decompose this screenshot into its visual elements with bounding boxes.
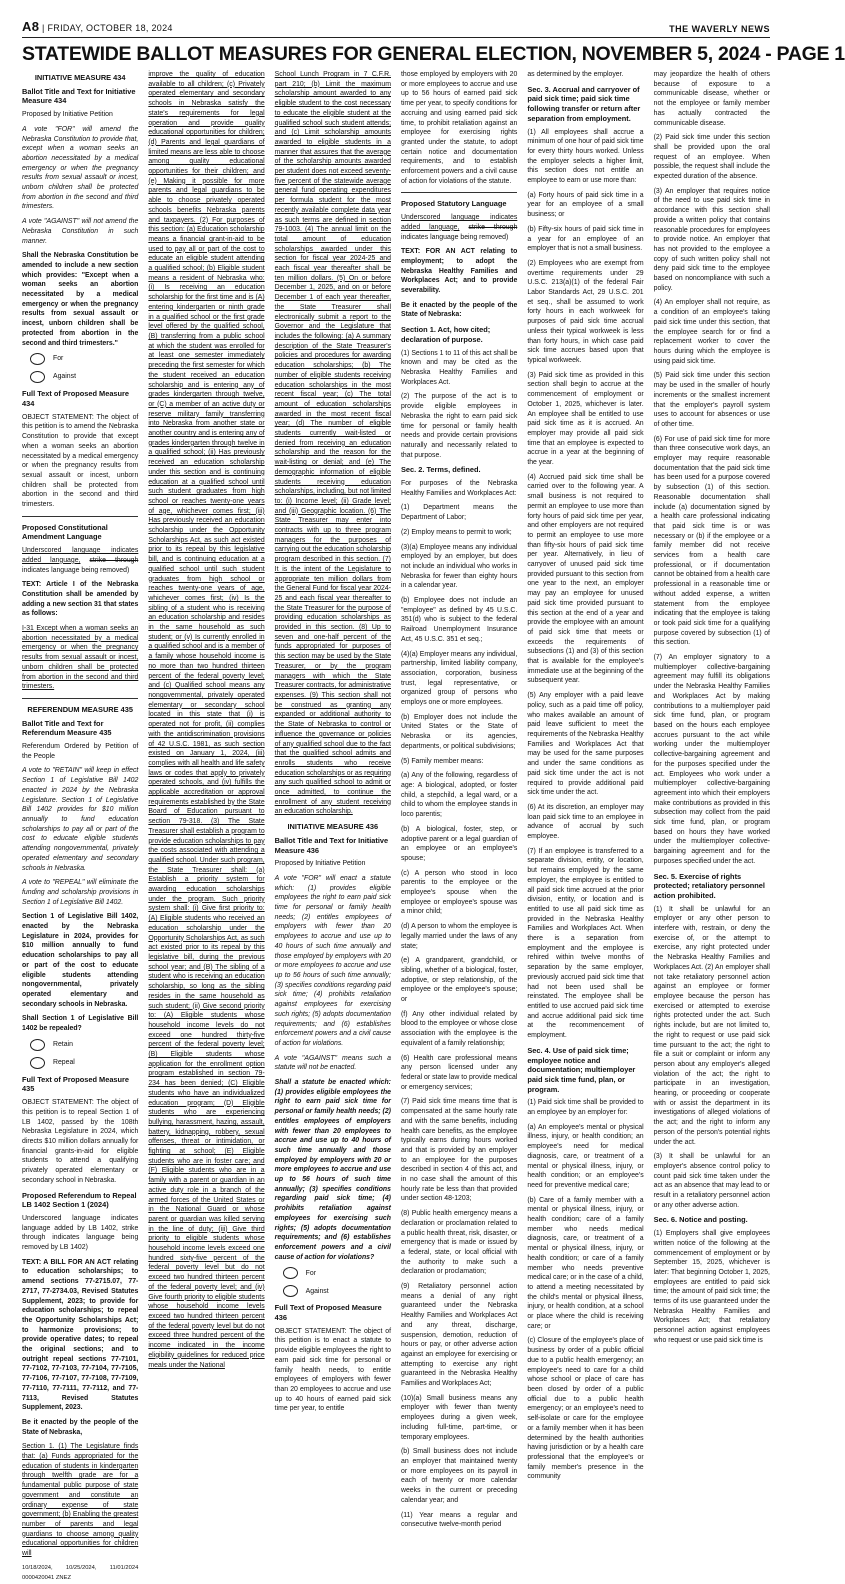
section-3-p7: (7) If an employee is transferred to a separate division, entity, or location, but remains employed by the same employer, the employee is entitled to all paid sick time accrued at the prior division, entity, or location and is entitled to use all paid sick time as provided in the Nebraska Healthy Families and Workplaces Act. When there is a separation from employment and the employee is rehired within twelve months of separation by the same employer, previously accrued paid sick time that had not been used shall be reinstated. The employee shall be entitled to use accrued paid sick time and accrue additional paid sick time at the recommencement of employment. (527, 847, 644, 1040)
section-5-p1: (1) It shall be unlawful for an employer or any other person to interfere with, restrain, or deny the exercise of, or the attempt to exercise, any right protected under the Nebraska Healthy Families and Workplaces Act. (2) An employer shall not take retaliatory personnel action against an employee or former employee because the person has exercised or attempted to exercise rights protected under the act. Such rights include, but are not limited to, the right to request or use paid sick time pursuant to the act; the right to file a suit or complaint or inform any person about any employer's alleged violation of the act; the right to participate in an investigation, hearing, or proceeding or cooperate with or assist the department in its investigations of alleged violations of the act; and the right to inform any person of the person's potential rights under the act. (653, 905, 770, 1146)
measure-434-ballot-title: Ballot Title and Text for Initiative Measure 434 (22, 86, 136, 106)
divider (401, 192, 517, 193)
measure-436-question: Shall a statute be enacted which: (1) provides eligible employees the right to earn paid sick time for personal or family health needs; (2) entitles employees of employers with fewer than 20 employees to accrue and use up to 40 hours of such time annually and those employed by employers with 20 or more employees to accrue and use up to 56 hours of such time annually; (3) specifies conditions regarding paid sick time; (4) prohibits retaliation against employees for exercising such rights; (5) adopts documentation requirements; and (6) establishes enforcement powers and a civil cause of action for violations? (274, 1079, 391, 1261)
enacting-clause: Be it enacted by the people of the State of Nebraska, (22, 1418, 139, 1436)
definition-health-care-professional: (6) Health care professional means any person licensed under any federal or state law to provide medical or emergency services; (400, 1054, 518, 1091)
section-6-heading: Sec. 6. Notice and posting. (653, 1215, 748, 1225)
measure-434-heading: INITIATIVE MEASURE 434 (34, 73, 126, 82)
measure-434-proposer: Proposed by Initiative Petition (22, 111, 113, 119)
measure-436-option-for[interactable] (283, 1267, 391, 1279)
section-4-p1: (1) Paid sick time shall be provided to an employee by an employer for: (527, 1099, 644, 1117)
measure-435-summary: Section 1 of Legislative Bill 1402, enacted by the Nebraska Legislature in 2024, provides for $10 million annually to fund education scholarships to pay all or part of the cost to educate eligible students attending nongovernmental, privately operated elementary and secondary schools in Nebraska. (22, 913, 139, 1008)
column-2 (148, 70, 264, 1560)
measure-436-full-text-heading: Full Text of Proposed Measure 436 (274, 1303, 382, 1323)
measure-436-option-against[interactable] (283, 1285, 391, 1297)
section-3-p6: (6) At its discretion, an employer may loan paid sick time to an employee in advance of accrual by such employee. (527, 803, 644, 841)
section-4-p1b: (b) Care of a family member with a mental or physical illness, injury, or health condition; care of a family member who needs medical diagnosis, care, or treatment of a mental or physical illness, injury, or health condition; or care of a family member who needs preventive medical care; or in the case of a child, to attend a meeting necessitated by the child's mental or physical illness, injury, or health condition, at a school or place where the child is receiving care; or (527, 1196, 644, 1330)
measure-436-ballot-title: Ballot Title and Text for Initiative Measure 436 (274, 835, 389, 855)
masthead (22, 14, 770, 38)
family-member-a: (a) Any of the following, regardless of age: A biological, adopted, or foster child, a stepchild, a legal ward, or a child to whom the employee stands in loco parentis; (400, 772, 518, 819)
lb1402-section-1-continued: improve the quality of education available to all children; (c) Privately operated elementary and secondary schools in Nebraska satisfy the state's requirements for legal operation and provide quality educational opportunities for children; (d) Parents and legal guardians of limited means are less able to choose among quality educational opportunities for their children; and (e) Making it possible for more parents and legal guardians to be able to choose privately operated schools benefits Nebraska parents and taxpayers. (2) For purposes of this section: (a) Education scholarship means a financial grant-in-aid to be used to pay all or part of the cost to educate an eligible student attending a qualified school; (b) Eligible student means a resident of Nebraska who: (i) Is receiving an education scholarship for the first time and is (A) entering kindergarten or ninth grade in a qualified school or the first grade level offered by the qualified school, (B) transferring from a public school at which the student was enrolled for at least one semester immediately preceding the first semester for which the student received an education scholarship and is entering any of grades kindergarten through twelve, or (C) a member of an active duty or reserve military family transferring into Nebraska from another state or another country and is entering any of grades kindergarten through twelve in a qualified school; (ii) Has previously received an education scholarship under this section and is continuing education at a qualified school until such student graduates from high school or reaches twenty-one years of age, whichever comes first; (iii) Has previously received an education scholarship under the Opportunity Scholarships Act, as such act existed prior to its repeal by this legislative bill, and is continuing education at a qualified school until such student graduates from high school or reaches twenty-one years of age, whichever comes first; (iv) Is the sibling of a student who is receiving an education scholarship and resides in the same household as such student; or (v) Is currently enrolled in a qualified school and is a member of a family whose household income is no more than two hundred thirteen percent of the federal poverty level; and (c) Qualified school means any nongovernmental, privately operated elementary or secondary school located in this state that (i) is operated not for profit, (ii) complies with the antidiscrimination provisions of 42 U.S.C. 1981, as such section existed on January 1, 2024, (iii) complies with all health and life safety laws or codes that apply to privately operated schools, and (iv) fulfills the applicable accreditation or approval requirements established by the State Board of Education pursuant to section 79-318. (3) The State Treasurer shall establish a program to provide education scholarships to pay the costs associated with attending a qualified school. Under such program, the State Treasurer shall: (a) Establish a priority system for awarding education scholarships under the program. Such priority system shall: (i) Give first priority to: (A) Eligible students who received an education scholarship under the Opportunity Scholarships Act, as such act existed prior to its repeal by this legislative bill, during the previous school year; and (B) The sibling of a student who is receiving an education scholarship, so long as the sibling resides in the same household as such student; (ii) Give second priority to: (A) Eligible students whose household income levels do not exceed one hundred thirty-five percent of the federal poverty level; (B) Eligible students whose application for the enrollment option program established in section 79-234 has been denied; (C) Eligible students who have an individualized education program; (D) Eligible students who are experiencing bullying, harassment, hazing, assault, battery, kidnapping, robbery, sexual offenses, threat or intimidation, or fighting at school; (E) Eligible students who are in foster care; and (F) Eligible students who are in a family with a parent or guardian in an active duty role in a branch of the armed forces of the United States or in the National Guard or whose parent or guardian was killed serving in the line of duty; (iii) Give third priority to eligible students whose household income levels exceed one hundred sixty-five percent of the federal poverty level but do not exceed two hundred thirteen percent of the federal poverty level; and (iv) Give fourth priority to eligible students whose household income levels exceed two hundred thirteen percent of the federal poverty level but do not exceed three hundred percent of the income indicated in the income eligibility guidelines for reduced price meals under the National (148, 71, 265, 1369)
columns (22, 70, 770, 1581)
definition-employer-b: (b) Employer does not include the United States or the State of Nebraska or its agencies, departments, or political subdivisions; (400, 713, 518, 750)
column-4 (401, 70, 517, 1560)
column-3 (275, 70, 391, 1560)
masthead-left (22, 19, 173, 34)
measure-434-object-statement: OBJECT STATEMENT: The object of this petition is to amend the Nebraska Constitution to provide that except when a woman seeks an abortion necessitated by a medical emergency or when the pregnancy results from sexual assault or incest, unborn children shall be protected from abortion in the second and third trimesters. (22, 413, 139, 509)
measure-435-object-statement: OBJECT STATEMENT: The object of this petition is to repeal Section 1 of LB 1402, passed by the 108th Nebraska Legislature in 2024, which directs $10 million dollars annually for financial grants-in-aid for eligible students to attend a qualifying privately operated elementary or secondary school in Nebraska. (22, 1099, 139, 1184)
measure-435-full-text-heading: Full Text of Proposed Measure 435 (22, 1074, 130, 1094)
measure-435-option-repeal[interactable] (30, 1057, 138, 1069)
measure-435-proposer: Referendum Ordered by Petition of the People (22, 743, 139, 760)
measure-435-heading: REFERENDUM MEASURE 435 (27, 704, 133, 714)
enacting-clause: Be it enacted by the people of the State of Nebraska: (400, 301, 518, 319)
lb1402-section-1-end: School Lunch Program in 7 C.F.R. part 210; (b) Limit the maximum scholarship amount awarded to any eligible student to the cost necessary to educate the eligible student at the qualified school such student attends; and (c) Limit scholarship amounts awarded to eligible students in a manner that assures that the average of the scholarship amounts awarded per student does not exceed seventy-five percent of the statewide average general fund operating expenditures per formula student for the most recently available complete data year as such terms are defined in section 79-1003. (4) The annual limit on the total amount of education scholarships awarded under this section for fiscal year 2024-25 and each fiscal year thereafter shall be ten million dollars. (5) On or before December 1, 2025, and on or before December 1 of each year thereafter, the State Treasurer shall electronically submit a report to the Governor and the Legislature that includes the following: (a) A summary description of the State Treasurer's policies and procedures for awarding education scholarships; (b) The number of eligible students receiving education scholarships in the most recent fiscal year; (c) The total amount of education scholarships awarded in the most recent fiscal year; (d) The number of eligible students currently wait-listed or denied from receiving an education scholarship and the reason for the wait-listing or denial; and (e) The demographic information of eligible students receiving education scholarships, including, but not limited to: (i) Income level; (ii) Grade level; and (iii) Geographic location. (6) The State Treasurer may enter into contracts with up to three program managers for the purposes of carrying out the education scholarship program described in this section. (7) It is the intent of the Legislature to appropriate ten million dollars from the General Fund for fiscal year 2024-25 and each fiscal year thereafter to the State Treasurer for the purpose of providing education scholarships as provided in this section. (8) Up to seven and one-half percent of the funds appropriated for purposes of this section may be used by the State Treasurer, or by the program managers with which the State Treasurer contracts, for administrative expenses. (9) This section shall not be construed as granting any expanded or additional authority to the State of Nebraska to control or influence the governance or policies of any qualified school due to the fact that the qualified school admits and enrolls students who receive education scholarships or as requiring any such qualified school to admit or once admitted, to continue the enrollment of any student receiving an education scholarship. (274, 71, 391, 816)
column-1 (22, 70, 139, 1581)
act-text: TEXT: FOR AN ACT relating to employment; to adopt the Nebraska Healthy Families and Workplaces Act; and to provide severability. (400, 248, 518, 295)
page-number: A8 (22, 19, 40, 34)
definition-year-end: as determined by the employer. (527, 71, 624, 78)
object-statement-continued: those employed by employers with 20 or more employees to accrue and use up to 56 hours of earned paid sick time per year, to specify conditions for accruing and using earned paid sick time, to prohibit retaliation against an employee for exercising rights granted under the statute, to adopt certain notice and documentation requirements, and to establish enforcement powers and a civil cause of action for violations of the statute. (400, 71, 518, 185)
family-member-e: (e) A grandparent, grandchild, or sibling, whether of a biological, foster, adoptive, or step relationship, of the employee or the employee's spouse; or (400, 957, 518, 1004)
option-label: Retain (53, 1040, 73, 1048)
section-4-p1a: (a) An employee's mental or physical illness, injury, or health condition; an employee's need for medical diagnosis, care, or treatment of a mental or physical illness, injury, or health condition; or an employee's need for preventive medical care; (527, 1123, 644, 1189)
statutory-language-heading: Proposed Statutory Language (400, 199, 507, 209)
measure-435-vote-retain: A vote to "RETAIN" will keep in effect Section 1 of Legislative Bill 1402 enacted in 2024 by the Nebraska Legislature. Section 1 of Legislative Bill 1402 provides for $10 million annually to fund education scholarships to pay all or part of the cost to educate eligible students attending nongovernmental, privately operated elementary and secondary schools in Nebraska. (22, 767, 139, 872)
option-label: For (305, 1269, 316, 1277)
family-member-b: (b) A biological, foster, step, or adoptive parent or a legal guardian of an employee or an employee's spouse; (400, 825, 518, 862)
measure-435-option-retain[interactable] (30, 1039, 138, 1051)
statutory-legend: Underscored language indicates added language, strike through indicates language being removed) (400, 214, 518, 241)
definition-public-health-emergency: (8) Public health emergency means a declaration or proclamation related to a public health threat, risk, disaster, or emergency that is made or issued by a federal, state, or local official with the authority to make such a declaration or proclamation; (400, 1210, 518, 1276)
measure-434-option-against[interactable] (30, 371, 138, 383)
section-4-p7: (7) An employer signatory to a multiemployer collective-bargaining agreement may fulfill its obligations under the Nebraska Healthy Families and Workplaces Act by making contributions to a multiemployer paid sick time fund, plan, or program based on the hours each employee accrues pursuant to the act while working under the multiemployer collective-bargaining agreement and for the purposes specified under the act. Employees who work under a multiemployer collective-bargaining agreement into which their employers make contributions as provided in this subsection may collect from the paid sick time fund, plan, or program based on hours they have worked under the multiemployer collective-bargaining agreement and for the purposes specified under the act. (653, 654, 770, 865)
ballot-oval-icon[interactable] (30, 371, 45, 383)
option-label: For (53, 355, 64, 363)
definition-employer: (4)(a) Employer means any individual, partnership, limited liability company, association, corporation, business trust, legal representative, or organized group of persons who employs one or more employees. (400, 650, 518, 707)
section-4-p5: (5) Paid sick time under this section may be used in the smaller of hourly increments or the smallest increment that the employer's payroll system uses to account for absences or use of other time. (653, 372, 770, 428)
measure-434-option-for[interactable] (30, 353, 138, 365)
column-6 (654, 70, 770, 1560)
definition-employee: (3)(a) Employee means any individual employed by an employer, but does not include an individual who works in Nebraska for fewer than eighty hours in a calendar year. (400, 543, 518, 590)
family-member-c: (c) A person who stood in loco parentis to the employee or the employee's spouse when the employee or employee's spouse was a minor child; (400, 869, 518, 916)
family-member-d: (d) A person to whom the employee is legally married under the laws of any state; (400, 923, 518, 950)
measure-436-vote-for: A vote "FOR" will enact a statute which: (1) provides eligible employees the right to earn paid sick time for personal or family health needs; (2) entitles employees of employers with fewer than 20 employees to accrue and use up to 40 hours of such time annually and those employed by employers with 20 or more employees to accrue and use up to 56 hours of such time annually; (3) specifies conditions regarding paid sick time; (4) prohibits retaliation against employees for exercising such rights; (5) adopts documentation requirements; and (6) establishes enforcement powers and a civil cause of action for violations. (274, 874, 391, 1047)
section-3-p5: (5) Any employer with a paid leave policy, such as a paid time off policy, who makes available an amount of paid leave sufficient to meet the requirements of the Nebraska Healthy Families and Workplaces Act that may be used for the same purposes and under the same conditions as paid sick time under the act is not required to provide additional paid sick time under the act. (527, 692, 644, 797)
option-label: Against (305, 1287, 329, 1295)
divider (22, 698, 138, 699)
measure-435-question: Shall Section 1 of Legislative Bill 1402 be repealed? (22, 1015, 139, 1033)
measure-436-heading: INITIATIVE MEASURE 436 (287, 822, 379, 832)
referendum-legend: Underscored language indicates language added by LB 1402, strike through indicates language being removed by LB 1402) (22, 1214, 139, 1252)
page-title: STATEWIDE BALLOT MEASURES FOR GENERAL ELECTION, NOVEMBER 5, 2024 - PAGE 1 (22, 43, 845, 65)
definition-paid-sick-time: (7) Paid sick time means time that is compensated at the same hourly rate and with the same benefits, including health care benefits, as the employee typically earns during hours worked and that is provided by an employer to an employee for the purposes described in section 4 of this act, and in no case shall the amount of this hourly rate be less than that provided under section 48-1203; (400, 1098, 518, 1203)
measure-434-vote-for: A vote "FOR" will amend the Nebraska Constitution to provide that, except when a woman seeks an abortion necessitated by a medical emergency or when the pregnancy results from sexual assault or incest, unborn children shall be protected from abortion in the second and third trimesters. (22, 125, 139, 211)
section-4-p1c: (c) Closure of the employee's place of business by order of a public official due to a public health emergency; an employee's need to care for a child whose school or place of care has been closed by order of a public official due to a public health emergency; or an employee's need to self-isolate or care for the employee or a family member when it has been determined by the health authorities having jurisdiction or by a health care professional that the employee's or family member's presence in the community (527, 1337, 644, 1481)
option-label: Repeal (53, 1058, 75, 1066)
ballot-oval-icon[interactable] (283, 1285, 298, 1297)
section-6-p1: (1) Employers shall give employees written notice of the following at the commencement of employment or by September 15, 2025, whichever is later: That beginning October 1, 2025, employees are entitled to paid sick time; the amount of paid sick time; the terms of its use guaranteed under the Nebraska Healthy Families and Workplaces Act; that retaliatory personnel action against employees who request or use paid sick time is (653, 1230, 770, 1344)
section-4-p2: (2) Paid sick time under this section shall be provided upon the oral request of an employee. When possible, the request shall include the expected duration of the absence. (653, 134, 770, 181)
section-1-p1: (1) Sections 1 to 11 of this act shall be known and may be cited as the Nebraska Healthy Families and Workplaces Act. (400, 349, 518, 386)
amendment-language-heading: Proposed Constitutional Amendment Language (22, 522, 108, 542)
section-3-p2: (2) Employees who are exempt from overtime requirements under 29 U.S.C. 213(a)(1) of the federal Fair Labor Standards Act, 29 U.S.C. 201 et seq., shall be assumed to work forty hours in each workweek for purposes of paid sick time accrual unless their typical workweek is less than forty hours, in which case paid sick time accrues based upon that typical workweek. (527, 259, 644, 364)
section-3-p4: (4) Accrued paid sick time shall be carried over to the following year. A small business is not required to permit an employee to use more than forty hours of paid sick time per year, and other employers are not required to permit an employee to use more than fifty-six hours of paid sick time per year. Alternatively, in lieu of carryover of unused paid sick time provided pursuant to this section from one year to the next, an employer may pay an employee for unused paid sick time provided pursuant to this section at the end of a year and provide the employee with an amount of paid sick time that meets or exceeds the requirements of subsections (1) and (3) of this section that is available for the employee's immediate use at the beginning of the subsequent year. (527, 473, 644, 685)
definition-small-business-b: (b) Small business does not include an employer that maintained twenty or more employees on its payroll in each of twenty or more calendar weeks in the current or preceding calendar year; and (400, 1448, 518, 1504)
measure-435-vote-repeal: A vote to "REPEAL" will eliminate the funding and scholarship provisions in Section 1 of Legislative Bill 1402. (22, 879, 139, 906)
definition-employee-b: (b) Employee does not include an "employee" as defined by 45 U.S.C. 351(d) who is subject to the federal Railroad Unemployment Insurance Act, 45 U.S.C. 351 et seq.; (400, 597, 518, 643)
definition-employ: (2) Employ means to permit to work; (400, 528, 512, 536)
section-5-p3: (3) It shall be unlawful for an employer's absence control policy to count paid sick time taken under the act as an absence that may lead to or result in a retaliatory personnel action or any other adverse action. (653, 1153, 770, 1209)
section-3-heading: Sec. 3. Accrual and carryover of paid sick time; paid sick time following transfer or return after separation from employment. (527, 84, 641, 123)
ballot-oval-icon[interactable] (30, 353, 45, 365)
column-5 (527, 70, 643, 1560)
run-dates: 10/18/2024, 10/25/2024, 11/01/2024 0000420041 ZNEZ (22, 1564, 139, 1581)
section-3-p1b: (b) Fifty-six hours of paid sick time in a year for an employee of an employer that is not a small business. (527, 225, 644, 253)
measure-434-question: Shall the Nebraska Constitution be amended to include a new section which provides: "Except when a woman seeks an abortion necessitated by a medical emergency or when the pregnancy results from sexual assault or incest, unborn children shall be protected from abortion in the second and third trimesters." (22, 252, 139, 347)
issue-date: | FRIDAY, OCTOBER 18, 2024 (42, 23, 173, 33)
section-3-p1a: (a) Forty hours of paid sick time in a year for an employee of a small business; or (527, 191, 644, 219)
amendment-text-intro: TEXT: Article I of the Nebraska Constitution shall be amended by adding a new section 31 that states as follows: (22, 581, 139, 618)
definition-small-business: (10)(a) Small business means any employer with fewer than twenty employees during a given week, including full-time, part-time, or temporary employees. (400, 1394, 518, 1441)
measure-436-vote-against: A vote "AGAINST" means such a statute will not be enacted. (274, 1054, 391, 1072)
lb1402-act-text: TEXT: A BILL FOR AN ACT relating to education scholarships; to amend sections 77-2715.07, 77-2717, 77-2734.03, Revised Statutes Supplement, 2023; to provide for education scholarships; to repeal the Opportunity Scholarships Act; to harmonize provisions; to provide operative dates; to repeal the original sections; and to outright repeal sections 77-7101, 77-7102, 77-7103, 77-7104, 77-7105, 77-7106, 77-7107, 77-7108, 77-7109, 77-7110, 77-7111, 77-7112, and 77-7113, Revised Statutes Supplement, 2023. (22, 1258, 139, 1412)
ballot-oval-icon[interactable] (30, 1039, 45, 1051)
ballot-oval-icon[interactable] (30, 1057, 45, 1069)
section-1-p2: (2) The purpose of the act is to provide eligible employees in Nebraska the right to earn paid sick time for personal or family health needs and provide certain provisions naturally and necessarily related to that purpose. (400, 393, 518, 459)
paper-name: THE WAVERLY NEWS (669, 24, 770, 34)
measure-434-full-text-heading: Full Text of Proposed Measure 434 (22, 389, 130, 408)
section-2-intro: For purposes of the Nebraska Healthy Families and Workplaces Act: (400, 480, 518, 497)
section-3-p1: (1) All employees shall accrue a minimum of one hour of paid sick time for every thirty hours worked. Unless the employer selects a higher limit, this section does not entitle an employee to earn or use more than: (527, 128, 644, 185)
section-1-heading: Section 1. Act, how cited; declaration of purpose. (400, 325, 491, 344)
referendum-repeal-heading: Proposed Referendum to Repeal LB 1402 Section 1 (2024) (22, 1190, 137, 1210)
definition-family-member: (5) Family member means: (400, 757, 484, 765)
measure-436-object-statement: OBJECT STATEMENT: The object of this petition is to enact a statute to provide eligible employees the right to earn paid sick time for personal or family health needs, to entitle employees of employers with fewer than 20 employees to accrue and use up to 40 hours of earned paid sick time per year, to entitle (274, 1327, 391, 1413)
divider (22, 516, 138, 517)
measure-434-vote-against: A vote "AGAINST" will not amend the Nebraska Constitution in such manner. (22, 218, 139, 245)
section-4-p4: (4) An employer shall not require, as a condition of an employee's taking paid sick time under this section, that the employee search for or find a replacement worker to cover the hours during which the employee is using paid sick time. (653, 299, 770, 365)
lb1402-section-1: Section 1. (1) The Legislature finds that: (a) Funds appropriated for the education of students in kindergarten through twelfth grade are for a fundamental public purpose of state government and constitute an ordinary expense of state government; (b) Enabling the greatest number of parents and legal guardians to choose among quality educational opportunities for children will (22, 1443, 139, 1558)
definition-department: (1) Department means the Department of Labor; (400, 504, 518, 522)
section-3-p3: (3) Paid sick time as provided in this section shall begin to accrue at the commencement of employment or October 1, 2025, whichever is later. An employee shall be entitled to use paid sick time as it is accrued. An employer may provide all paid sick time that an employee is expected to accrue in a year at the beginning of the year. (527, 371, 644, 467)
section-4-heading: Sec. 4. Use of paid sick time; employee notice and documentation; multiemployer paid sick time fund, plan, or program. (527, 1045, 636, 1094)
amendment-legend: Underscored language indicates added language, strike through indicates language being removed) (22, 547, 139, 574)
family-member-f: (f) Any other individual related by blood to the employee or whose close association with the employee is the equivalent of a family relationship; (400, 1010, 518, 1047)
measure-436-proposer: Proposed by Initiative Petition (274, 860, 366, 868)
option-label: Against (53, 373, 76, 381)
section-4-p1c-end: may jeopardize the health of others because of exposure to a communicable disease, whether or not the employee or family member has actually contracted the communicable disease. (653, 71, 770, 127)
ballot-oval-icon[interactable] (283, 1267, 298, 1279)
section-5-heading: Sec. 5. Exercise of rights protected; retaliatory personnel action prohibited. (653, 871, 765, 900)
definition-retaliatory-action: (9) Retaliatory personnel action means a denial of any right guaranteed under the Nebraska Healthy Families and Workplaces Act and any threat, discharge, suspension, demotion, reduction of hours or pay, or other adverse action against an employee for exercising or attempting to exercise any right guaranteed in the Nebraska Healthy Families and Workplaces Act; (400, 1283, 518, 1388)
amendment-section-31: I-31 Except when a woman seeks an abortion necessitated by a medical emergency or when the pregnancy results from sexual assault or incest, unborn children shall be protected from abortion in the second and third trimesters. (22, 625, 139, 691)
section-2-heading: Sec. 2. Terms, defined. (400, 465, 481, 475)
definition-year: (11) Year means a regular and consecutive twelve-month period (400, 1511, 518, 1529)
section-4-p6: (6) For use of paid sick time for more than three consecutive work days, an employer may require reasonable documentation that the paid sick time has been used for a purpose covered by subsection (1) of this section. Reasonable documentation shall include (a) documentation signed by a health care professional indicating that paid sick time is or was necessary or (b) if the employee or a family member did not receive services from a health care professional, or if documentation cannot be obtained from a health care professional in a reasonable time or without added expense, a written statement from the employee indicating that the employee is taking or took paid sick time for a qualifying purpose covered by subsection (1) of this section. (653, 435, 770, 647)
measure-435-ballot-title: Ballot Title and Text for Referendum Measure 435 (22, 718, 112, 738)
section-4-p3: (3) An employer that requires notice of the need to use paid sick time in accordance with this section shall provide a written policy that contains reasonable procedures for employees to provide notice. An employer that has not provided to the employee a copy of such written policy shall not deny paid sick time to the employee based on noncompliance with such a policy. (653, 187, 770, 292)
